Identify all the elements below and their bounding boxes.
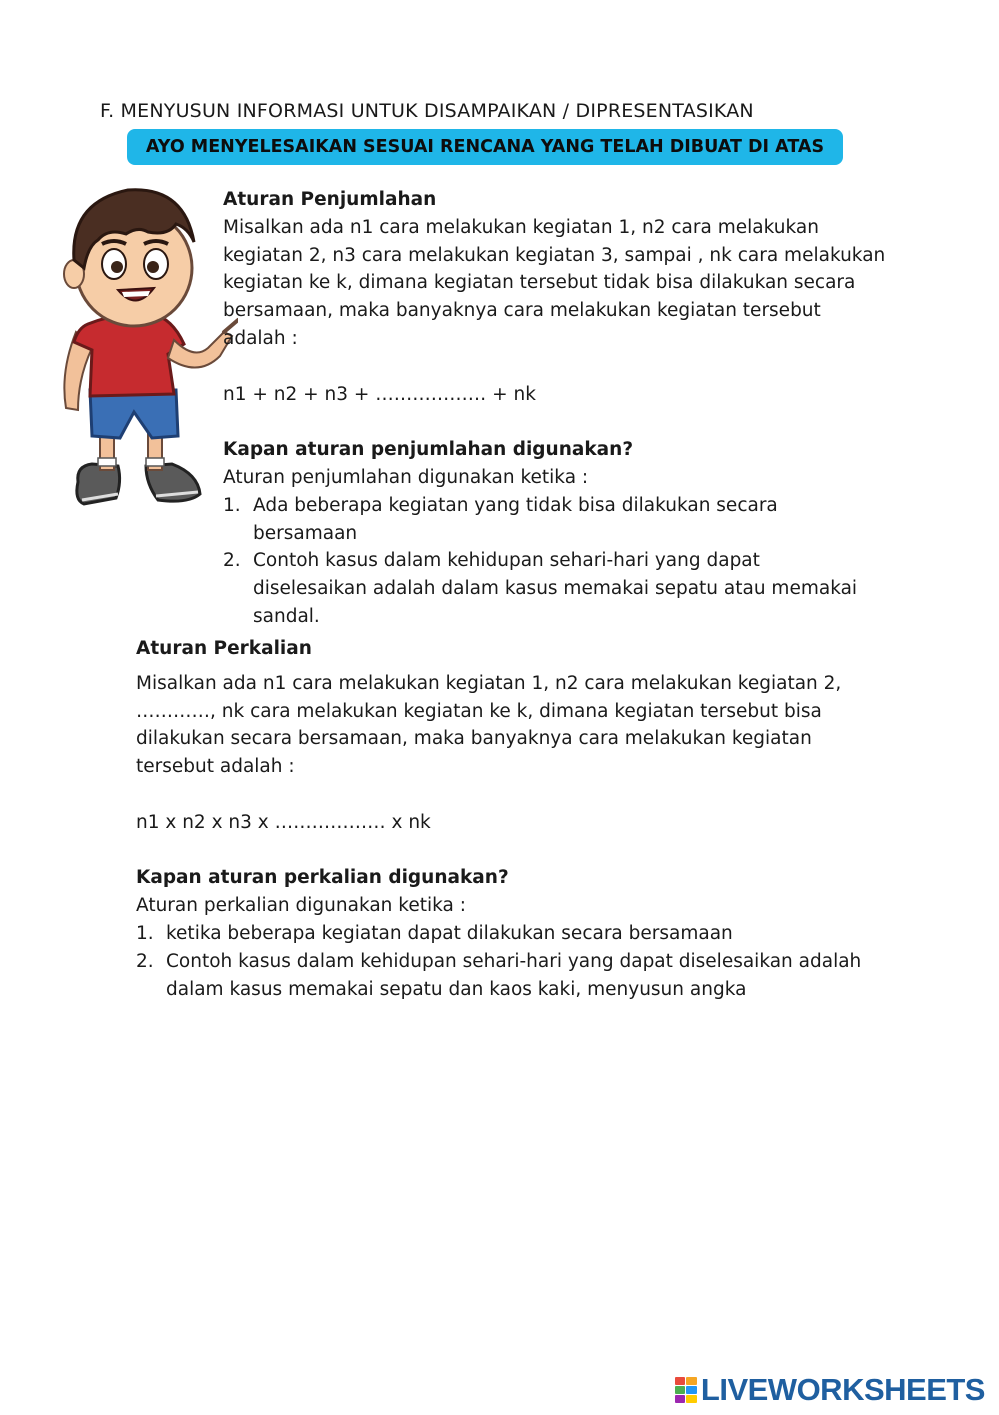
penjumlahan-list bbox=[223, 492, 923, 631]
list-number: 1. bbox=[136, 922, 154, 944]
perkalian-formula: n1 x n2 x n3 x ……………… x nk bbox=[136, 811, 431, 833]
penjumlahan-intro: Aturan penjumlahan digunakan ketika : bbox=[223, 466, 589, 488]
penjumlahan-question: Kapan aturan penjumlahan digunakan? bbox=[223, 439, 634, 461]
list-item bbox=[223, 492, 923, 548]
perkalian-line: tersebut adalah : bbox=[136, 756, 295, 778]
list-number: 2. bbox=[223, 550, 241, 572]
list-item bbox=[136, 920, 936, 948]
list-number: 1. bbox=[223, 494, 241, 516]
list-item-line: dalam kasus memakai sepatu dan kaos kaki, menyusun angka bbox=[166, 978, 747, 1000]
list-item bbox=[223, 547, 923, 630]
liveworksheets-logo bbox=[675, 1373, 985, 1407]
perkalian-list bbox=[136, 920, 936, 1003]
perkalian-line: Misalkan ada n1 cara melakukan kegiatan 1, n2 cara melakukan kegiatan 2, bbox=[136, 672, 842, 694]
perkalian-line: dilakukan secara bersamaan, maka banyaknya cara melakukan kegiatan bbox=[136, 728, 812, 750]
penjumlahan-formula: n1 + n2 + n3 + ……………… + nk bbox=[223, 383, 536, 405]
list-item-line: ketika beberapa kegiatan dapat dilakukan secara bersamaan bbox=[166, 922, 733, 944]
list-item-line: sandal. bbox=[253, 605, 320, 627]
liveworksheets-logo-icon bbox=[675, 1377, 697, 1403]
penjumlahan-title: Aturan Penjumlahan bbox=[223, 189, 437, 210]
section-heading: F. MENYUSUN INFORMASI UNTUK DISAMPAIKAN / DIPRESENTASIKAN bbox=[100, 100, 754, 122]
list-item-line: Contoh kasus dalam kehidupan sehari-hari yang dapat bbox=[253, 550, 760, 572]
perkalian-line: …………, nk cara melakukan kegiatan ke k, dimana kegiatan tersebut bisa bbox=[136, 700, 822, 722]
perkalian-question: Kapan aturan perkalian digunakan? bbox=[136, 867, 509, 889]
penjumlahan-line: kegiatan 2, n3 cara melakukan kegiatan 3, sampai , nk cara melakukan bbox=[223, 244, 886, 266]
penjumlahan-line: Misalkan ada n1 cara melakukan kegiatan 1, n2 cara melakukan bbox=[223, 216, 819, 238]
perkalian-intro: Aturan perkalian digunakan ketika : bbox=[136, 895, 466, 917]
list-item-line: diselesaikan adalah dalam kasus memakai sepatu atau memakai bbox=[253, 578, 858, 600]
aturan-penjumlahan-section bbox=[223, 186, 923, 631]
logo-text: LIVEWORKSHEETS bbox=[700, 1372, 985, 1407]
list-item-line: Contoh kasus dalam kehidupan sehari-hari yang dapat diselesaikan adalah bbox=[166, 950, 862, 972]
list-item-line: Ada beberapa kegiatan yang tidak bisa dilakukan secara bbox=[253, 494, 778, 516]
aturan-perkalian-section bbox=[136, 635, 936, 1003]
list-number: 2. bbox=[136, 950, 154, 972]
perkalian-title: Aturan Perkalian bbox=[136, 638, 312, 659]
boy-illustration bbox=[48, 182, 238, 512]
penjumlahan-line: adalah : bbox=[223, 327, 298, 349]
instruction-banner: AYO MENYELESAIKAN SESUAI RENCANA YANG TELAH DIBUAT DI ATAS bbox=[127, 129, 843, 165]
list-item bbox=[136, 948, 936, 1004]
penjumlahan-line: kegiatan ke k, dimana kegiatan tersebut tidak bisa dilakukan secara bbox=[223, 272, 856, 294]
list-item-line: bersamaan bbox=[253, 522, 358, 544]
penjumlahan-line: bersamaan, maka banyaknya cara melakukan kegiatan tersebut bbox=[223, 300, 821, 322]
